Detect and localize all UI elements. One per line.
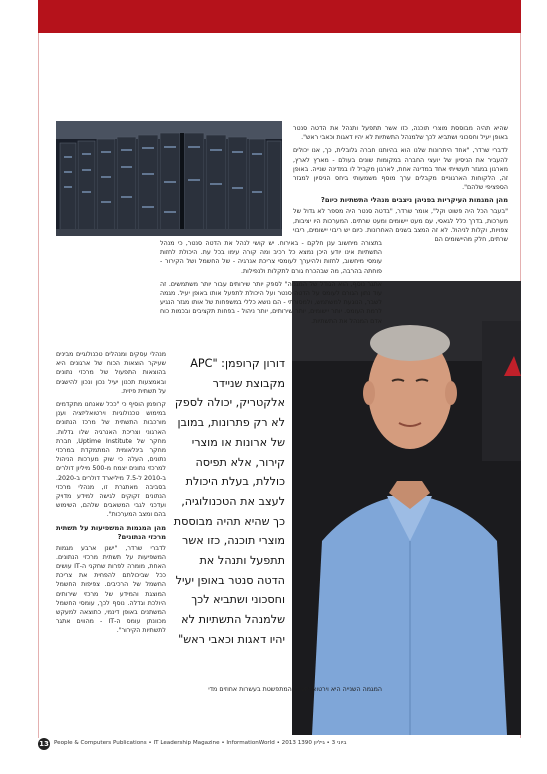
article-bottom-line — [56, 685, 382, 698]
article-column-right — [293, 124, 508, 248]
page-footer — [38, 737, 521, 753]
portrait-photo — [292, 281, 521, 735]
article-column-middle — [160, 239, 382, 330]
article-column-narrow — [56, 350, 166, 640]
paragraph: המגמה השנייה היא וירטואליזציה, המתפשטת בעשרות אחוזים מדי — [208, 686, 382, 693]
pull-quote: דורון קרופמן: "APC מקבוצת שניידר אלקטריק, יכולה לספק לא רק פתרונות, במובן של ארונות או מוצרי קירור, אלא תפיסה כוללת, בעלת היכולת לעצב את הטכנולוגיה, כך שהיא תהיה מבוססת מוצרי תוכנה, כזו אשר תתפעל ותנהל את הדטה סנטר באופן יעיל וחסכוני ושתביא לכך שלמנהל התשתיות לא יהיו דאגות וכאבי ראש" — [173, 357, 285, 646]
paragraph: לדברי שרדר, "ישנן ארבע מגמות המשפיעות על תשתית מרכזי הנתונים. האחת, מומרה לפרות שחקני ה-IT עושים ככל שביכולתם להפחית את צריכת החשמל של הרכיבים. צפיפות החשמל המוצגת והמידע של מרכזי שירותים היולכת וגדלה. נוסף לכך, עומסי החשמל המשתנים באופן דינמי, כתוצאה למעקש מכוונתן עומס ה-IT - מהווים אתגר לתשתיות הקירור". — [56, 544, 166, 635]
server-room-image — [56, 121, 282, 236]
section-heading: מהן המגמות העיקריות בפניהן ניצבים מנהלי התשתיות כיום? — [320, 196, 508, 205]
paragraph: בתצורה מיחשוב ענן חלקם - באירוח. יש קושי לנהל את הדטה סנטר, כי מנהל התשתיות אינו יודע היכן נמצא כל רכיב ומה קורה עימו בכל עת. היכולת לחזות עומסי מיחשוב, לחזות ולהיערך לעומסי צריכת אנרגיה - של החשמל ושל הקירור - פוחתה בהרבה, מה שבהכרח גורם לתקלות ולנפילות. — [160, 240, 382, 275]
man-portrait-image — [292, 281, 521, 735]
section-heading: מהן המגמות המשפיעות על תשתית מרכזי הנתונים? — [56, 523, 166, 541]
paragraph: "בעבר הכל היה פשוט וקל", אומר שרדר, "בדטה סנטר היה מספר לא גדול של מערכות, בדרך כלל לגאסי, עם מעט יישומים ומעט שרתים. המערכות היו יציבות, צפויות, וקלות לניהול. לא זה המצב בשנים האחרונות. כיום יש ריבוי יישומים, ריבוי שרתים, חלק מהיישומים הם — [293, 208, 508, 244]
footer-publication-info: People & Computers Publications • IT Leadership Magazine • InformationWorld • 2013 ביוני 3 • גיליון 1390 — [54, 740, 347, 746]
paragraph: אתגר נוסף, הוא הגודל של המגמה" לספק יותר שירותים עבור יותר משתמשים. זה עוד נתון הגורם לעומס על הדטה סנטר ועל היכולת לתפעל אותו באופן יעיל. מגמה לשבר, הנוגעת למשתמש, ולמסורתי - הם נושא כללי במשפחות של אותו מגזר הנגיע לרמת העומס. יותר יישומים, יותר שירותים, יותר ניהול - בפחות תקציבים ובכמות כוח אדם המנהל את התשתיות. — [160, 280, 382, 325]
paragraph: שהיא תהיה מבוססת מוצרי תוכנה, כזו אשר תתפעל ותנהל את הדטה סנטר באופן יעיל וחסכוני ושתביא לכך שלמנהל התשתיות לא יהיו דאגות וכאבי ראש". — [293, 125, 508, 142]
page-number: 13 — [39, 740, 49, 748]
server-room-photo — [56, 121, 282, 236]
paragraph: קרופמן הוסיף כי "ככל שאנחנו מתקדמים במימוש טכנולוגיות וירטואליזציה וענן מורכבות התשתית של מרכז הנתונים הארגוני וצריכת האנרגיה שלו גדלות. מחקר של Uptime Institute, חברת מחקר בינלאומית המתמקדת במרכזי נתונים, העלה כי שוק מערכות הניהול למרכזי נתונים יצמח מ-500 מיליון דולרים ב-2010 ל-7.5 מיליארד דולרים ב-2020. בסביבה מאתגרת זו, מנהלי מרכזי הנתונים זקוקים לגישה למידע מדויק ועדכני לגבי המשאבים שלהם, השימוש בהם ומצב המערכות". — [56, 401, 167, 519]
paragraph: לדברי שרדר, "אחד היתרונות שלנו הוא בהיותנו חברה גלובלית, כך, אנו יכולים להעביר את הניסיון של יועצי החברה במקומות שונים בעולם - מארץ לארץ, מארגון במגזר תעשייתי אחד במדינה אחת, לארגון מקביל לו במדינה שנייה. באופן זה, הלקוחות הארגוניים מקבלים ערך מוסף משמעותי ביחס הניסיון למגזר הספציפי שלהם". — [293, 147, 508, 192]
top-accent-bar — [38, 0, 521, 33]
paragraph: מנהלי עסקים ומנהלים טכנולוגיים מבינים שעיקר הוצאות הכוח של ארגונים היא בהוצאות התפעול של מרכזי נתונים ובאמצעות תכנון יעיל נכון ונכון להישגים על תשתית פיזית. — [56, 351, 166, 395]
